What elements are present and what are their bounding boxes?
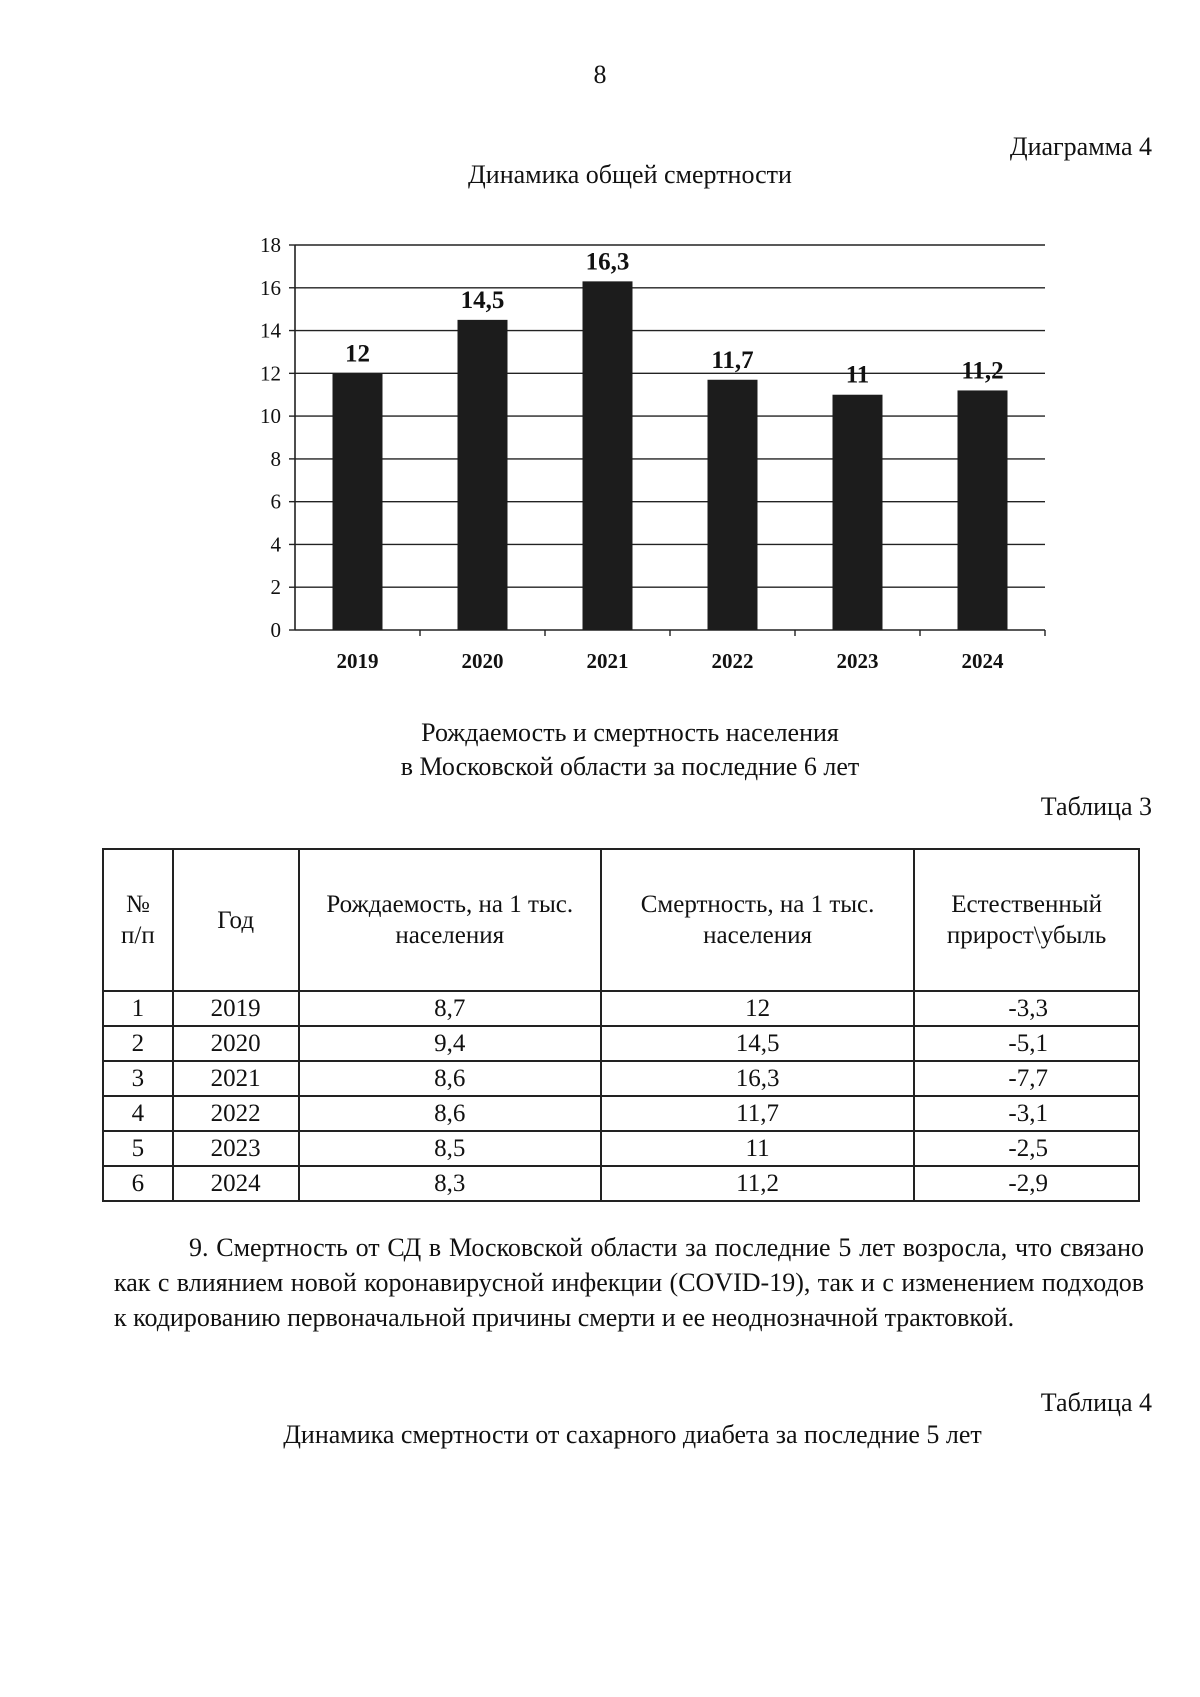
table4-title: Динамика смертности от сахарного диабета за последние 5 лет [283, 1420, 982, 1449]
chart-x-tick-label: 2021 [586, 649, 629, 673]
chart-y-tick-label: 18 [260, 233, 281, 257]
cell-birth: 9,4 [299, 1026, 601, 1061]
chart-data-labels [345, 248, 1004, 388]
header-number-line1: № [125, 891, 150, 918]
chart-data-label: 11,2 [961, 357, 1004, 385]
header-death-line1: Смертность, на 1 тыс. [640, 891, 875, 918]
chart-data-label: 14,5 [460, 286, 505, 314]
chart-y-tick-label: 14 [260, 318, 281, 343]
header-growth-line2: прирост\убыль [946, 922, 1107, 949]
chart-bars [333, 281, 1008, 630]
header-number [103, 849, 173, 991]
cell-growth: -2,9 [914, 1166, 1139, 1201]
header-birth-line2: населения [395, 922, 505, 949]
cell-number: 1 [103, 991, 173, 1026]
header-birth-line1: Рождаемость, на 1 тыс. [326, 891, 574, 918]
table4-label: Таблица 4 [1040, 1388, 1152, 1417]
cell-growth: -3,1 [914, 1096, 1139, 1131]
chart-x-tick-label: 2023 [836, 649, 879, 673]
chart-x-tick-label: 2022 [711, 649, 754, 673]
chart-x-tick-labels [337, 649, 1005, 673]
cell-year: 2019 [173, 991, 299, 1026]
cell-death: 11,2 [601, 1166, 914, 1201]
chart-bar [458, 320, 508, 630]
cell-death: 14,5 [601, 1026, 914, 1061]
chart-data-label: 12 [345, 340, 370, 368]
birth-death-table [102, 848, 1140, 1202]
cell-birth: 8,5 [299, 1131, 601, 1166]
cell-birth: 8,3 [299, 1166, 601, 1201]
cell-year: 2020 [173, 1026, 299, 1061]
cell-growth: -5,1 [914, 1026, 1139, 1061]
cell-death: 11 [601, 1131, 914, 1166]
table3-caption-line1: Рождаемость и смертность населения [421, 718, 839, 747]
chart-bar [333, 373, 383, 630]
chart-bar [833, 395, 883, 630]
chart-data-label: 11,7 [711, 346, 754, 374]
cell-growth: -7,7 [914, 1061, 1139, 1096]
cell-year: 2023 [173, 1131, 299, 1166]
table-row [103, 1166, 1139, 1201]
diagram-label: Диаграмма 4 [1009, 132, 1152, 161]
table-row [103, 1131, 1139, 1166]
chart-x-tick-label: 2019 [336, 649, 379, 673]
chart-y-tick-label: 12 [260, 361, 281, 386]
chart-x-tick-label: 2020 [461, 649, 504, 673]
table-row [103, 1061, 1139, 1096]
header-growth-line1: Естественный [951, 891, 1102, 918]
cell-birth: 8,6 [299, 1061, 601, 1096]
chart-y-tick-label: 16 [260, 275, 281, 300]
header-year: Год [173, 849, 299, 991]
chart-y-tick-label: 10 [260, 404, 281, 429]
chart-y-tick-labels [260, 233, 282, 642]
chart-gridlines [289, 245, 1045, 636]
page-number: 8 [593, 60, 607, 89]
mortality-bar-chart [230, 225, 1050, 685]
table3-caption-line2: в Московской области за последние 6 лет [400, 752, 860, 781]
header-birth-rate [299, 849, 601, 991]
table-row [103, 991, 1139, 1026]
header-number-line2: п/п [121, 922, 155, 949]
table3-label: Таблица 3 [1040, 792, 1152, 821]
cell-year: 2021 [173, 1061, 299, 1096]
table-row [103, 1026, 1139, 1061]
cell-number: 3 [103, 1061, 173, 1096]
cell-growth: -3,3 [914, 991, 1139, 1026]
header-death-rate [601, 849, 914, 991]
cell-birth: 8,7 [299, 991, 601, 1026]
paragraph-9: 9. Смертность от СД в Московской области за последние 5 лет возросла, что связано как с влиянием новой коронавирусной инфекции (COVID-19), так и с изменением подходов к кодированию первоначальной причины смерти и ее неоднозначной трактовкой. [114, 1233, 1144, 1332]
cell-death: 12 [601, 991, 914, 1026]
chart-y-tick-label: 0 [270, 618, 281, 642]
chart-data-label: 11 [845, 361, 870, 389]
table-row [103, 1096, 1139, 1131]
cell-number: 4 [103, 1096, 173, 1131]
chart-bar [583, 281, 633, 630]
cell-death: 11,7 [601, 1096, 914, 1131]
cell-growth: -2,5 [914, 1131, 1139, 1166]
chart-bar [958, 390, 1008, 630]
header-death-line2: населения [703, 922, 812, 949]
header-natural-growth [914, 849, 1139, 991]
chart-y-tick-label: 8 [270, 446, 281, 471]
cell-number: 2 [103, 1026, 173, 1061]
chart-y-tick-label: 6 [270, 489, 281, 514]
cell-year: 2024 [173, 1166, 299, 1201]
cell-death: 16,3 [601, 1061, 914, 1096]
cell-year: 2022 [173, 1096, 299, 1131]
chart-y-tick-label: 4 [270, 532, 281, 557]
table-header-row [103, 849, 1139, 991]
chart-y-tick-label: 2 [270, 575, 281, 600]
cell-birth: 8,6 [299, 1096, 601, 1131]
chart-x-tick-label: 2024 [961, 649, 1004, 673]
chart-bar [708, 380, 758, 630]
chart-title: Динамика общей смертности [468, 160, 792, 189]
cell-number: 6 [103, 1166, 173, 1201]
chart-data-label: 16,3 [585, 248, 630, 276]
cell-number: 5 [103, 1131, 173, 1166]
